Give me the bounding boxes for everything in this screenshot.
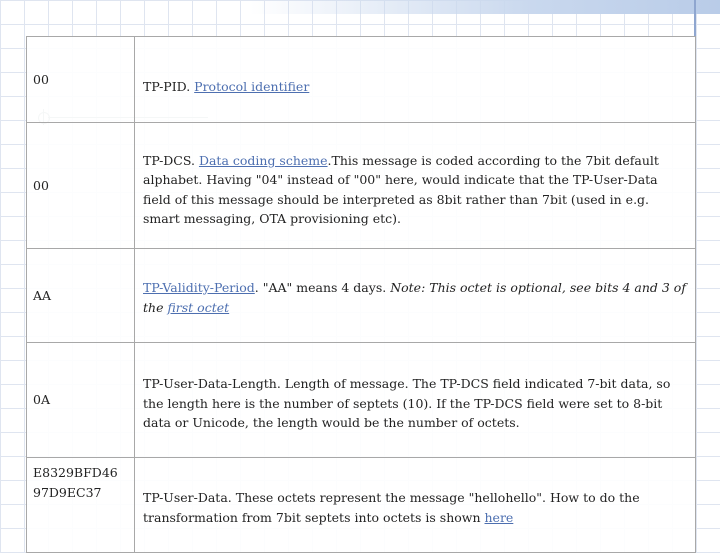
table-row <box>27 249 695 343</box>
validity-period-link[interactable]: TP-Validity-Period <box>143 280 255 295</box>
data-coding-scheme-link[interactable]: Data coding scheme <box>198 152 328 168</box>
field-description <box>135 458 695 552</box>
description-text: TP-PID. <box>143 78 195 94</box>
octet-value: 00 <box>27 123 135 249</box>
octet-value: AA <box>27 249 135 343</box>
protocol-identifier-link[interactable]: Protocol identifier <box>194 78 310 94</box>
field-description: TP-User-Data-Length. Length of message. The TP-DCS field indicated 7-bit data, so the length here is the number of septets (10). If the TP-DCS field were set to 8-bit data or Unicode, the length would be the number of octets. <box>135 343 695 458</box>
note-text: Note: This octet is optional, see bits 4 and 3 of the <box>143 280 686 315</box>
table-row <box>27 343 695 458</box>
field-description <box>135 249 695 343</box>
here-link[interactable]: here <box>484 509 514 525</box>
description-text: . "AA" means 4 days. <box>254 280 391 295</box>
octet-line-1: E8329BFD46 <box>33 465 118 480</box>
header-decoration <box>250 0 720 14</box>
description-text: TP-User-Data. These octets represent the message "hellohello". How to do the transformation from 7bit septets into octets is shown <box>143 490 640 525</box>
first-octet-link[interactable]: first octet <box>167 299 230 315</box>
description-text: TP-DCS. <box>143 152 199 168</box>
pdu-fields-table <box>26 36 696 553</box>
octet-value: 0A <box>27 343 135 458</box>
field-description <box>135 37 695 123</box>
description-text: .This message is coded according to the 7bit default alphabet. Having "04" instead of "00" here, would indicate that the TP-User-Data field of this message should be interpreted as 8bit rather than 7bit (used in e.g. smart messaging, OTA provisioning etc). <box>143 152 659 226</box>
octet-line-2: 97D9EC37 <box>33 484 102 500</box>
octet-value <box>27 458 135 552</box>
field-description <box>135 123 695 249</box>
table-row <box>27 37 695 123</box>
header-rule <box>694 0 696 36</box>
table-row <box>27 458 695 552</box>
table-row <box>27 123 695 249</box>
octet-value: 00 <box>27 37 135 123</box>
